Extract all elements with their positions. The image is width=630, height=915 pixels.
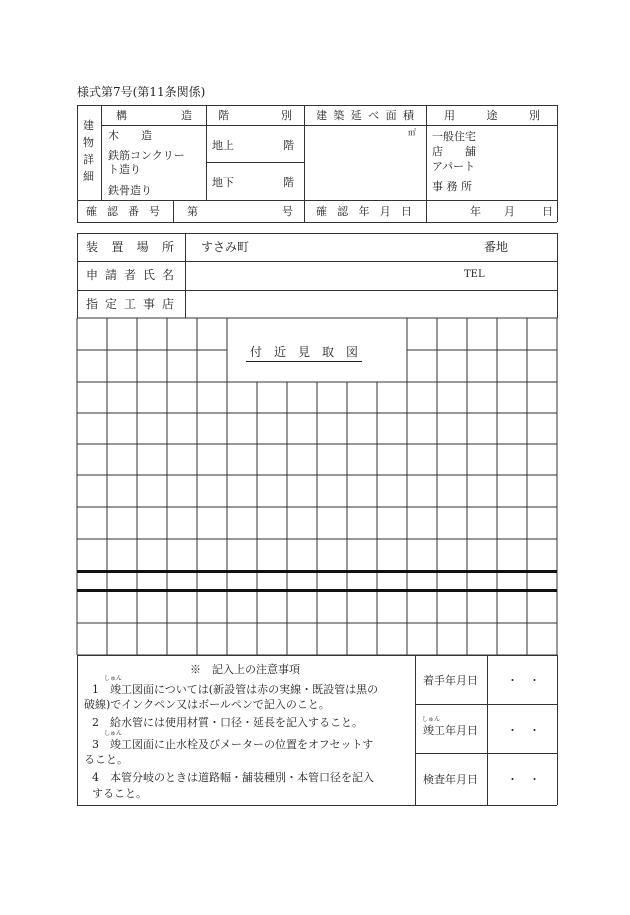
confirm-date-year: 年	[470, 205, 481, 218]
confirm-no-prefix: 第	[187, 205, 198, 218]
confirm-date-month: 月	[504, 205, 515, 218]
structure-rc-1: 鉄筋コンクリー	[108, 149, 185, 162]
form-id: 様式第7号(第11条関係)	[77, 85, 206, 99]
floor-above: 地上 階	[212, 139, 294, 152]
structure-rc-2: ト造り	[108, 163, 141, 176]
usage-office: 事 務 所	[432, 180, 472, 193]
map-separator-bottom	[77, 589, 557, 592]
location-label: 装 置 場 所	[86, 240, 174, 254]
map-separator-top	[77, 570, 557, 573]
notes-line-6: 4 本管分岐のときは道路幅・舗装種別・本管口径を記入	[92, 771, 374, 784]
applicant-name-label: 申 請 者 氏 名	[86, 268, 174, 282]
structure-wood: 木 造	[108, 129, 152, 142]
area-header: 建 築 延 べ 面 積	[316, 109, 414, 122]
start-date-value: ・ ・	[507, 674, 540, 687]
tel-label: TEL	[464, 269, 485, 280]
structure-header: 構 造	[116, 109, 192, 122]
usage-apartment: アパート	[432, 160, 476, 173]
notes-line-4: 3 竣工図面に止水栓及びメーターの位置をオフセットす	[92, 738, 374, 751]
completion-ruby: しゅん	[422, 716, 441, 723]
completion-date-value: ・ ・	[507, 724, 540, 737]
confirm-date-day: 日	[542, 205, 553, 218]
start-date-label: 着手年月日	[423, 674, 478, 687]
map-title: 付 近 見 取 図	[246, 346, 362, 362]
building-side-label: 建 物 詳 細	[83, 119, 94, 183]
usage-header: 用 途 別	[444, 109, 540, 122]
inspection-date-value: ・ ・	[507, 773, 540, 786]
completion-date-label: 竣工年月日	[423, 724, 478, 737]
notes-line-1: 1 竣工図面については(新設管は赤の実線・既設管は黒の	[92, 683, 379, 696]
structure-steel: 鉄骨造り	[108, 184, 152, 197]
confirm-no-suffix: 号	[282, 205, 293, 218]
confirm-date-label: 確 認 年 月 日	[316, 205, 412, 218]
notes-heading: ※ 記入上の注意事項	[190, 663, 300, 676]
notes-line-3: 2 給水管には使用材質・口径・延長を記入すること。	[92, 716, 363, 729]
notes-ruby-1: しゅん	[104, 675, 123, 682]
confirm-no-label: 確 認 番 号	[86, 205, 160, 218]
area-unit: ㎡	[408, 128, 416, 137]
usage-shop: 店 舗	[432, 145, 476, 158]
notes-line-2: 破線)でインクペン又はボールペンで記入のこと。	[84, 698, 330, 711]
floor-header: 階 別	[218, 109, 292, 122]
inspection-date-label: 検査年月日	[423, 773, 478, 786]
location-town: すさみ町	[201, 240, 250, 254]
notes-line-7: すること。	[92, 787, 147, 800]
floor-below: 地下 階	[212, 176, 294, 189]
notes-line-5: ること。	[84, 753, 128, 766]
notes-ruby-3: しゅん	[104, 730, 123, 737]
contractor-label: 指 定 工 事 店	[86, 297, 174, 311]
usage-house: 一般住宅	[432, 130, 476, 143]
location-suffix: 番地	[484, 240, 509, 254]
